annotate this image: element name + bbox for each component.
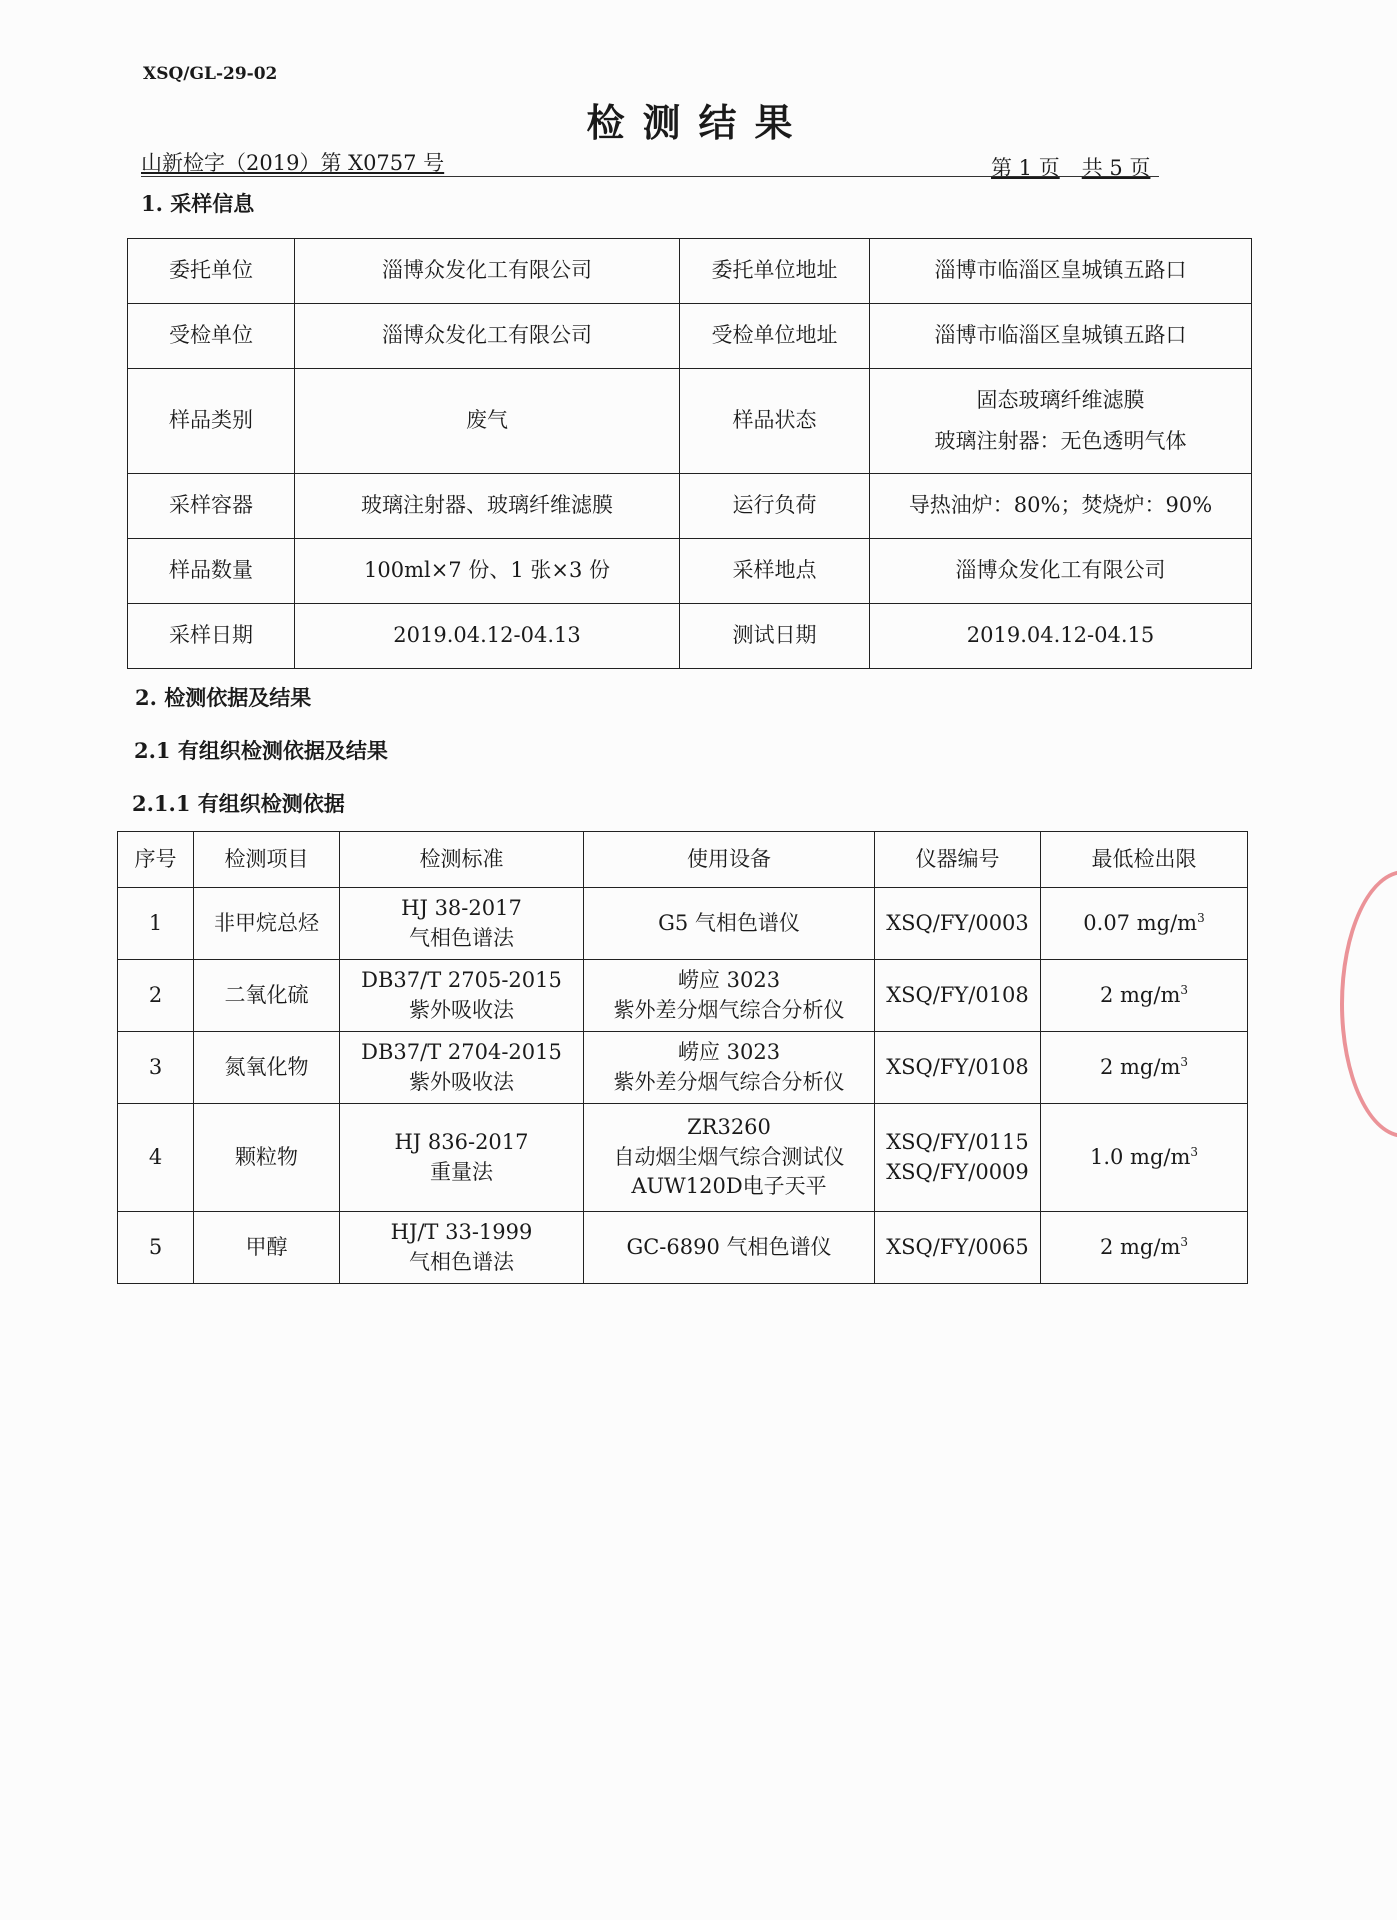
unit-exponent: 3 <box>1190 1144 1199 1159</box>
label-cell: 采样日期 <box>128 604 295 669</box>
header-divider <box>141 176 1159 177</box>
label-cell: 样品状态 <box>680 369 870 474</box>
table-row <box>128 369 1252 474</box>
standard-code: DB37/T 2705-2015 <box>361 968 562 993</box>
label-cell: 运行负荷 <box>680 474 870 539</box>
unit-exponent: 3 <box>1180 1054 1189 1069</box>
label-cell: 委托单位地址 <box>680 239 870 304</box>
test-standard <box>340 1032 584 1104</box>
standard-code: DB37/T 2704-2015 <box>361 1040 562 1065</box>
equipment-line: 崂应 3023 <box>677 1040 781 1065</box>
label-cell: 样品类别 <box>128 369 295 474</box>
standard-method: 紫外吸收法 <box>409 997 514 1022</box>
detection-limit <box>1041 960 1248 1032</box>
equipment-line: 崂应 3023 <box>677 968 781 993</box>
instrument-id-line: XSQ/FY/0003 <box>886 910 1029 935</box>
column-header: 仪器编号 <box>875 832 1041 888</box>
value-cell: 100ml×7 份、1 张×3 份 <box>295 539 680 604</box>
column-header: 检测标准 <box>340 832 584 888</box>
equipment-line: 自动烟尘烟气综合测试仪 <box>613 1144 845 1169</box>
column-header: 检测项目 <box>194 832 340 888</box>
standard-method: 气相色谱法 <box>409 925 514 950</box>
detection-limit <box>1041 1212 1248 1284</box>
instrument-id <box>875 888 1041 960</box>
label-cell: 受检单位 <box>128 304 295 369</box>
equipment <box>584 1104 875 1212</box>
column-header: 最低检出限 <box>1041 832 1248 888</box>
row-number: 4 <box>118 1104 194 1212</box>
instrument-id <box>875 1032 1041 1104</box>
value-cell <box>870 369 1252 474</box>
table-row <box>128 539 1252 604</box>
standard-code: HJ 836-2017 <box>394 1130 529 1155</box>
column-header: 使用设备 <box>584 832 875 888</box>
row-number: 5 <box>118 1212 194 1284</box>
standard-method: 紫外吸收法 <box>409 1069 514 1094</box>
equipment <box>584 960 875 1032</box>
limit-value: 2 mg/m <box>1099 1054 1181 1079</box>
limit-value: 1.0 mg/m <box>1089 1144 1191 1169</box>
equipment-line: 紫外差分烟气综合分析仪 <box>613 1069 845 1094</box>
table-row <box>128 474 1252 539</box>
value-cell: 废气 <box>295 369 680 474</box>
table-row <box>128 304 1252 369</box>
value-cell: 淄博众发化工有限公司 <box>295 239 680 304</box>
equipment-line: ZR3260 <box>687 1115 771 1140</box>
page-title: 检测结果 <box>586 100 811 145</box>
test-item: 非甲烷总烃 <box>194 888 340 960</box>
value-cell: 2019.04.12-04.15 <box>870 604 1252 669</box>
test-standard <box>340 1104 584 1212</box>
row-number: 2 <box>118 960 194 1032</box>
equipment <box>584 1212 875 1284</box>
test-item: 二氧化硫 <box>194 960 340 1032</box>
instrument-id-line: XSQ/FY/0108 <box>886 982 1029 1007</box>
table-row <box>118 1212 1248 1284</box>
label-cell: 受检单位地址 <box>680 304 870 369</box>
page-indicator <box>991 152 1150 182</box>
page-total: 共 5 页 <box>1081 156 1151 180</box>
instrument-id-line: XSQ/FY/0009 <box>886 1159 1029 1184</box>
instrument-id-line: XSQ/FY/0108 <box>886 1054 1029 1079</box>
table-row <box>128 239 1252 304</box>
limit-value: 0.07 mg/m <box>1083 910 1198 935</box>
seal-stamp-fragment <box>1340 870 1397 1138</box>
value-cell: 导热油炉：80%；焚烧炉：90% <box>870 474 1252 539</box>
standard-method: 重量法 <box>430 1159 493 1184</box>
equipment <box>584 1032 875 1104</box>
document-code: XSQ/GL-29-02 <box>143 64 278 84</box>
value-cell: 淄博市临淄区皇城镇五路口 <box>870 304 1252 369</box>
section-organized-basis: 2.1.1 有组织检测依据 <box>132 791 345 816</box>
standard-code: HJ/T 33-1999 <box>390 1220 533 1245</box>
limit-value: 2 mg/m <box>1099 982 1181 1007</box>
unit-exponent: 3 <box>1180 982 1189 997</box>
column-header: 序号 <box>118 832 194 888</box>
instrument-id <box>875 1104 1041 1212</box>
report-number: 山新检字（2019）第 X0757 号 <box>141 151 445 175</box>
unit-exponent: 3 <box>1180 1234 1189 1249</box>
instrument-id-line: XSQ/FY/0065 <box>886 1234 1029 1259</box>
label-cell: 测试日期 <box>680 604 870 669</box>
row-number: 3 <box>118 1032 194 1104</box>
equipment <box>584 888 875 960</box>
table-row <box>118 960 1248 1032</box>
label-cell: 采样容器 <box>128 474 295 539</box>
test-item: 颗粒物 <box>194 1104 340 1212</box>
instrument-id-line: XSQ/FY/0115 <box>886 1130 1029 1155</box>
section-organized-basis-results: 2.1 有组织检测依据及结果 <box>134 738 388 763</box>
test-item: 甲醇 <box>194 1212 340 1284</box>
test-standard <box>340 888 584 960</box>
table-row <box>118 1032 1248 1104</box>
table-header-row <box>118 832 1248 888</box>
unit-exponent: 3 <box>1197 910 1205 925</box>
detection-limit <box>1041 1032 1248 1104</box>
test-standard <box>340 1212 584 1284</box>
table-row <box>118 1104 1248 1212</box>
value-cell: 玻璃注射器、玻璃纤维滤膜 <box>295 474 680 539</box>
detection-limit <box>1041 1104 1248 1212</box>
label-cell: 采样地点 <box>680 539 870 604</box>
sample-state-line: 固态玻璃纤维滤膜 <box>976 387 1145 412</box>
label-cell: 样品数量 <box>128 539 295 604</box>
detection-basis-table <box>117 831 1248 1284</box>
row-number: 1 <box>118 888 194 960</box>
limit-value: 2 mg/m <box>1099 1234 1181 1259</box>
sampling-info-table <box>127 238 1252 669</box>
equipment-line: GC-6890 气相色谱仪 <box>626 1234 832 1259</box>
instrument-id <box>875 960 1041 1032</box>
section-basis-results: 2. 检测依据及结果 <box>135 685 312 710</box>
instrument-id <box>875 1212 1041 1284</box>
standard-code: HJ 38-2017 <box>401 896 522 921</box>
table-row <box>118 888 1248 960</box>
detection-limit <box>1041 888 1248 960</box>
page-current: 第 1 页 <box>991 156 1060 180</box>
value-cell: 淄博众发化工有限公司 <box>870 539 1252 604</box>
table-row <box>128 604 1252 669</box>
sample-state-line: 玻璃注射器：无色透明气体 <box>934 429 1187 453</box>
equipment-line: 紫外差分烟气综合分析仪 <box>613 997 845 1022</box>
value-cell: 2019.04.12-04.13 <box>295 604 680 669</box>
equipment-line: AUW120D电子天平 <box>631 1174 827 1199</box>
value-cell: 淄博众发化工有限公司 <box>295 304 680 369</box>
equipment-line: G5 气相色谱仪 <box>658 910 800 935</box>
standard-method: 气相色谱法 <box>409 1249 514 1274</box>
section-sampling-info: 1. 采样信息 <box>141 191 255 216</box>
test-standard <box>340 960 584 1032</box>
value-cell: 淄博市临淄区皇城镇五路口 <box>870 239 1252 304</box>
test-item: 氮氧化物 <box>194 1032 340 1104</box>
label-cell: 委托单位 <box>128 239 295 304</box>
